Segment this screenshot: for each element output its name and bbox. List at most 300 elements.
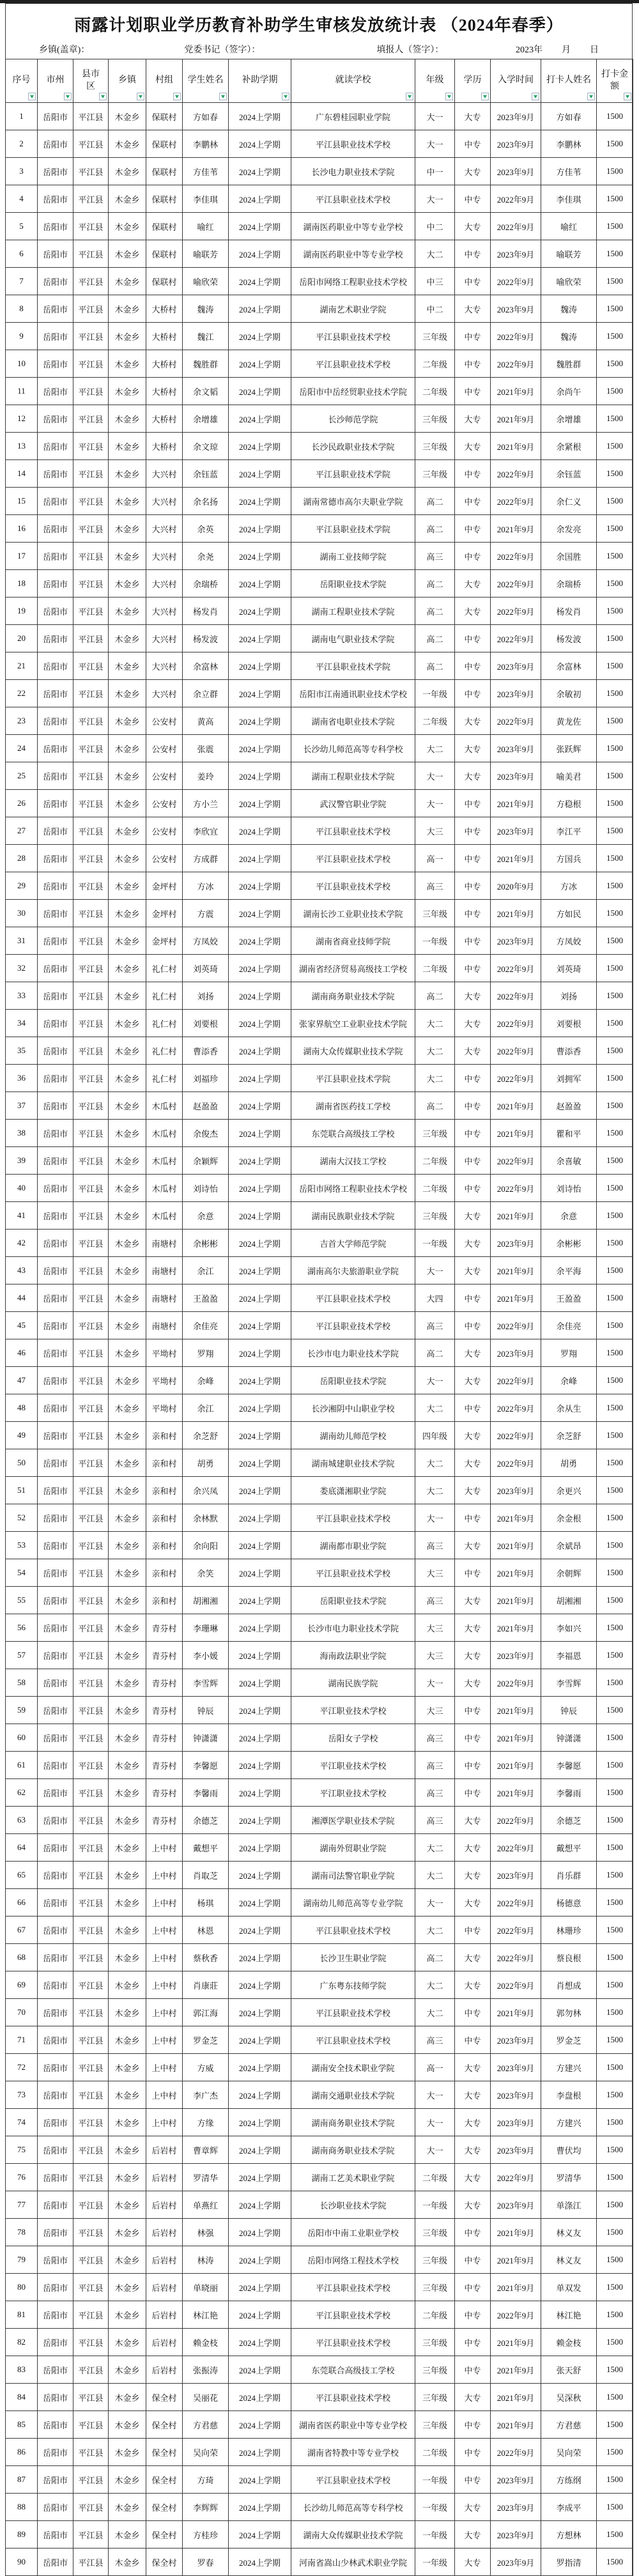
cell-township[interactable]: 木金乡 (109, 2081, 146, 2109)
cell-semester[interactable]: 2024上学期 (229, 817, 291, 845)
cell-education-level[interactable]: 中专 (455, 1504, 491, 1532)
cell-county[interactable]: 平江县 (73, 872, 109, 900)
cell-seq[interactable]: 87 (6, 2466, 38, 2494)
cell-semester[interactable]: 2024上学期 (229, 1834, 291, 1862)
cell-grade[interactable]: 高三 (415, 1752, 455, 1779)
cell-township[interactable]: 木金乡 (109, 1202, 146, 1230)
cell-grade[interactable]: 中二 (415, 295, 455, 323)
cell-county[interactable]: 平江县 (73, 103, 109, 130)
cell-semester[interactable]: 2024上学期 (229, 955, 291, 982)
cell-grade[interactable]: 大一 (415, 762, 455, 790)
cell-school[interactable]: 湖南外贸职业学院 (291, 1834, 415, 1862)
cell-village[interactable]: 上中村 (146, 2109, 183, 2136)
cell-seq[interactable]: 28 (6, 845, 38, 872)
cell-enroll-date[interactable]: 2022年9月 (491, 1422, 541, 1449)
cell-school[interactable]: 湖南民族职业技术学院 (291, 1202, 415, 1230)
cell-semester[interactable]: 2024上学期 (229, 1504, 291, 1532)
cell-education-level[interactable]: 中专 (455, 2026, 491, 2054)
cell-amount[interactable]: 1500 (597, 2356, 633, 2384)
cell-enroll-date[interactable]: 2023年9月 (491, 1339, 541, 1367)
cell-semester[interactable]: 2024上学期 (229, 1092, 291, 1120)
cell-education-level[interactable]: 大专 (455, 158, 491, 185)
cell-amount[interactable]: 1500 (597, 762, 633, 790)
cell-township[interactable]: 木金乡 (109, 103, 146, 130)
cell-city[interactable]: 岳阳市 (38, 2054, 73, 2081)
cell-student-name[interactable]: 方佳苇 (183, 158, 229, 185)
cell-township[interactable]: 木金乡 (109, 1834, 146, 1862)
cell-semester[interactable]: 2024上学期 (229, 2136, 291, 2164)
cell-school[interactable]: 湖南幼儿师范高等专业学院 (291, 1889, 415, 1917)
cell-school[interactable]: 平江县职业技术学校 (291, 1284, 415, 1312)
cell-village[interactable]: 公安村 (146, 790, 183, 817)
cell-enroll-date[interactable]: 2023年9月 (491, 130, 541, 158)
cell-county[interactable]: 平江县 (73, 1834, 109, 1862)
cell-township[interactable]: 木金乡 (109, 1449, 146, 1477)
cell-payer-name[interactable]: 余芝舒 (541, 1422, 597, 1449)
cell-school[interactable]: 娄底潇湘职业学院 (291, 1477, 415, 1504)
cell-payer-name[interactable]: 余佳亮 (541, 1312, 597, 1339)
cell-student-name[interactable]: 肖取芝 (183, 1862, 229, 1889)
cell-grade[interactable]: 高三 (415, 1312, 455, 1339)
cell-education-level[interactable]: 中专 (455, 2219, 491, 2246)
cell-enroll-date[interactable]: 2023年9月 (491, 158, 541, 185)
cell-semester[interactable]: 2024上学期 (229, 1779, 291, 1807)
cell-county[interactable]: 平江县 (73, 1971, 109, 1999)
cell-county[interactable]: 平江县 (73, 1147, 109, 1175)
cell-seq[interactable]: 30 (6, 900, 38, 927)
cell-seq[interactable]: 82 (6, 2329, 38, 2356)
cell-school[interactable]: 湖南大众传媒职业技术学院 (291, 1037, 415, 1065)
cell-semester[interactable]: 2024上学期 (229, 158, 291, 185)
cell-school[interactable]: 岳阳市中南工业职业学校 (291, 2219, 415, 2246)
cell-amount[interactable]: 1500 (597, 2274, 633, 2301)
cell-county[interactable]: 平江县 (73, 1367, 109, 1394)
cell-seq[interactable]: 78 (6, 2219, 38, 2246)
cell-student-name[interactable]: 方小兰 (183, 790, 229, 817)
cell-seq[interactable]: 85 (6, 2411, 38, 2439)
cell-school[interactable]: 湖南医药职业中等专业学校 (291, 213, 415, 240)
cell-grade[interactable]: 大一 (415, 1504, 455, 1532)
cell-city[interactable]: 岳阳市 (38, 1614, 73, 1642)
cell-amount[interactable]: 1500 (597, 543, 633, 570)
cell-payer-name[interactable]: 郭勿林 (541, 1999, 597, 2026)
cell-grade[interactable]: 中一 (415, 158, 455, 185)
cell-amount[interactable]: 1500 (597, 1724, 633, 1752)
cell-city[interactable]: 岳阳市 (38, 2521, 73, 2549)
cell-grade[interactable]: 大三 (415, 817, 455, 845)
cell-village[interactable]: 保联村 (146, 103, 183, 130)
cell-payer-name[interactable]: 李馨雨 (541, 1779, 597, 1807)
cell-education-level[interactable]: 中专 (455, 2411, 491, 2439)
cell-county[interactable]: 平江县 (73, 1999, 109, 2026)
cell-amount[interactable]: 1500 (597, 158, 633, 185)
cell-semester[interactable]: 2024上学期 (229, 762, 291, 790)
cell-seq[interactable]: 46 (6, 1339, 38, 1367)
cell-seq[interactable]: 24 (6, 735, 38, 762)
cell-county[interactable]: 平江县 (73, 213, 109, 240)
cell-grade[interactable]: 二年级 (415, 2164, 455, 2191)
cell-student-name[interactable]: 方冰 (183, 872, 229, 900)
cell-semester[interactable]: 2024上学期 (229, 268, 291, 295)
cell-county[interactable]: 平江县 (73, 1669, 109, 1697)
cell-amount[interactable]: 1500 (597, 570, 633, 598)
cell-school[interactable]: 平江县职业技术学院 (291, 1065, 415, 1092)
cell-payer-name[interactable]: 方如民 (541, 900, 597, 927)
cell-seq[interactable]: 73 (6, 2081, 38, 2109)
cell-grade[interactable]: 高二 (415, 625, 455, 652)
cell-school[interactable]: 湖南安全技术职业学院 (291, 2054, 415, 2081)
cell-amount[interactable]: 1500 (597, 2054, 633, 2081)
cell-township[interactable]: 木金乡 (109, 1230, 146, 1257)
cell-student-name[interactable]: 余佳亮 (183, 1312, 229, 1339)
cell-township[interactable]: 木金乡 (109, 158, 146, 185)
cell-county[interactable]: 平江县 (73, 982, 109, 1010)
cell-county[interactable]: 平江县 (73, 1697, 109, 1724)
cell-education-level[interactable]: 中专 (455, 652, 491, 680)
cell-village[interactable]: 大桥村 (146, 323, 183, 350)
cell-amount[interactable]: 1500 (597, 103, 633, 130)
cell-city[interactable]: 岳阳市 (38, 652, 73, 680)
cell-amount[interactable]: 1500 (597, 2521, 633, 2549)
cell-city[interactable]: 岳阳市 (38, 680, 73, 707)
cell-village[interactable]: 亲和村 (146, 1477, 183, 1504)
cell-grade[interactable]: 大二 (415, 1010, 455, 1037)
cell-grade[interactable]: 高三 (415, 872, 455, 900)
cell-school[interactable]: 湖南省医药职业中等专业学校 (291, 2411, 415, 2439)
cell-seq[interactable]: 69 (6, 1971, 38, 1999)
cell-seq[interactable]: 1 (6, 103, 38, 130)
cell-city[interactable]: 岳阳市 (38, 213, 73, 240)
cell-county[interactable]: 平江县 (73, 1010, 109, 1037)
cell-payer-name[interactable]: 余德芝 (541, 1807, 597, 1834)
cell-city[interactable]: 岳阳市 (38, 295, 73, 323)
cell-payer-name[interactable]: 余更兴 (541, 1477, 597, 1504)
cell-seq[interactable]: 3 (6, 158, 38, 185)
cell-township[interactable]: 木金乡 (109, 2384, 146, 2411)
cell-seq[interactable]: 25 (6, 762, 38, 790)
cell-semester[interactable]: 2024上学期 (229, 1202, 291, 1230)
cell-village[interactable]: 上中村 (146, 1917, 183, 1944)
cell-enroll-date[interactable]: 2023年9月 (491, 735, 541, 762)
cell-township[interactable]: 木金乡 (109, 323, 146, 350)
cell-seq[interactable]: 81 (6, 2301, 38, 2329)
cell-payer-name[interactable]: 吴向荣 (541, 2439, 597, 2466)
cell-township[interactable]: 木金乡 (109, 1587, 146, 1614)
cell-amount[interactable]: 1500 (597, 460, 633, 488)
cell-county[interactable]: 平江县 (73, 1477, 109, 1504)
cell-school[interactable]: 长沙民政职业技术学院 (291, 433, 415, 460)
cell-county[interactable]: 平江县 (73, 1917, 109, 1944)
cell-student-name[interactable]: 方威 (183, 2054, 229, 2081)
cell-amount[interactable]: 1500 (597, 1230, 633, 1257)
cell-seq[interactable]: 23 (6, 707, 38, 735)
cell-education-level[interactable]: 中专 (455, 625, 491, 652)
cell-grade[interactable]: 大四 (415, 1284, 455, 1312)
cell-education-level[interactable]: 中专 (455, 515, 491, 543)
cell-grade[interactable]: 高三 (415, 1587, 455, 1614)
cell-education-level[interactable]: 中专 (455, 2246, 491, 2274)
cell-city[interactable]: 岳阳市 (38, 240, 73, 268)
cell-education-level[interactable]: 中专 (455, 543, 491, 570)
cell-city[interactable]: 岳阳市 (38, 1120, 73, 1147)
cell-county[interactable]: 平江县 (73, 488, 109, 515)
cell-school[interactable]: 平江县职业技术学校 (291, 2301, 415, 2329)
cell-semester[interactable]: 2024上学期 (229, 845, 291, 872)
cell-student-name[interactable]: 赖金枝 (183, 2329, 229, 2356)
cell-school[interactable]: 平江职业技术学校 (291, 1752, 415, 1779)
cell-payer-name[interactable]: 李馨愿 (541, 1752, 597, 1779)
cell-township[interactable]: 木金乡 (109, 2054, 146, 2081)
cell-seq[interactable]: 76 (6, 2164, 38, 2191)
cell-township[interactable]: 木金乡 (109, 598, 146, 625)
cell-enroll-date[interactable]: 2022年9月 (491, 1175, 541, 1202)
cell-school[interactable]: 海南政法职业学院 (291, 1642, 415, 1669)
cell-school[interactable]: 湖南高尔夫旅游职业学院 (291, 1257, 415, 1284)
cell-payer-name[interactable]: 方建兴 (541, 2109, 597, 2136)
cell-grade[interactable]: 三年级 (415, 2356, 455, 2384)
cell-amount[interactable]: 1500 (597, 2109, 633, 2136)
cell-student-name[interactable]: 刘扬 (183, 982, 229, 1010)
cell-payer-name[interactable]: 李如兴 (541, 1614, 597, 1642)
cell-seq[interactable]: 34 (6, 1010, 38, 1037)
cell-city[interactable]: 岳阳市 (38, 598, 73, 625)
cell-student-name[interactable]: 李小媛 (183, 1642, 229, 1669)
cell-township[interactable]: 木金乡 (109, 1257, 146, 1284)
cell-student-name[interactable]: 余立群 (183, 680, 229, 707)
cell-student-name[interactable]: 余江 (183, 1257, 229, 1284)
cell-amount[interactable]: 1500 (597, 1422, 633, 1449)
cell-village[interactable]: 大桥村 (146, 350, 183, 378)
cell-township[interactable]: 木金乡 (109, 1944, 146, 1971)
cell-school[interactable]: 平江县职业技术学校 (291, 2274, 415, 2301)
cell-grade[interactable]: 大一 (415, 790, 455, 817)
cell-township[interactable]: 木金乡 (109, 1065, 146, 1092)
cell-school[interactable]: 湖南商务职业技术学院 (291, 982, 415, 1010)
cell-semester[interactable]: 2024上学期 (229, 1120, 291, 1147)
cell-city[interactable]: 岳阳市 (38, 2081, 73, 2109)
cell-grade[interactable]: 二年级 (415, 1147, 455, 1175)
cell-amount[interactable]: 1500 (597, 680, 633, 707)
cell-education-level[interactable]: 中专 (455, 130, 491, 158)
cell-grade[interactable]: 三年级 (415, 2246, 455, 2274)
cell-city[interactable]: 岳阳市 (38, 2439, 73, 2466)
cell-student-name[interactable]: 单晓丽 (183, 2274, 229, 2301)
filter-icon[interactable] (282, 93, 289, 100)
cell-county[interactable]: 平江县 (73, 1284, 109, 1312)
cell-village[interactable]: 上中村 (146, 1944, 183, 1971)
cell-enroll-date[interactable]: 2021年9月 (491, 1504, 541, 1532)
cell-payer-name[interactable]: 罗指清 (541, 2549, 597, 2576)
cell-amount[interactable]: 1500 (597, 598, 633, 625)
cell-student-name[interactable]: 曹添香 (183, 1037, 229, 1065)
cell-school[interactable]: 湖南艺术职业学院 (291, 295, 415, 323)
cell-township[interactable]: 木金乡 (109, 1917, 146, 1944)
cell-county[interactable]: 平江县 (73, 2274, 109, 2301)
cell-enroll-date[interactable]: 2022年9月 (491, 1944, 541, 1971)
cell-enroll-date[interactable]: 2021年9月 (491, 2329, 541, 2356)
cell-amount[interactable]: 1500 (597, 2026, 633, 2054)
cell-seq[interactable]: 77 (6, 2191, 38, 2219)
cell-township[interactable]: 木金乡 (109, 625, 146, 652)
cell-county[interactable]: 平江县 (73, 1779, 109, 1807)
cell-amount[interactable]: 1500 (597, 323, 633, 350)
cell-enroll-date[interactable]: 2022年9月 (491, 1971, 541, 1999)
cell-student-name[interactable]: 方凤姣 (183, 927, 229, 955)
cell-school[interactable]: 平江县职业技术学校 (291, 2026, 415, 2054)
cell-education-level[interactable]: 中专 (455, 460, 491, 488)
cell-city[interactable]: 岳阳市 (38, 2411, 73, 2439)
cell-grade[interactable]: 中三 (415, 268, 455, 295)
cell-school[interactable]: 平江县职业技术学院 (291, 515, 415, 543)
cell-grade[interactable]: 三年级 (415, 2411, 455, 2439)
cell-semester[interactable]: 2024上学期 (229, 652, 291, 680)
cell-seq[interactable]: 63 (6, 1807, 38, 1834)
cell-grade[interactable]: 大一 (415, 2136, 455, 2164)
cell-village[interactable]: 亲和村 (146, 1587, 183, 1614)
cell-grade[interactable]: 高三 (415, 2026, 455, 2054)
cell-student-name[interactable]: 姜玲 (183, 762, 229, 790)
cell-student-name[interactable]: 李广杰 (183, 2081, 229, 2109)
cell-county[interactable]: 平江县 (73, 1339, 109, 1367)
cell-village[interactable]: 上中村 (146, 2054, 183, 2081)
cell-seq[interactable]: 26 (6, 790, 38, 817)
cell-village[interactable]: 南塘村 (146, 1312, 183, 1339)
cell-amount[interactable]: 1500 (597, 1367, 633, 1394)
cell-seq[interactable]: 66 (6, 1889, 38, 1917)
cell-township[interactable]: 木金乡 (109, 2026, 146, 2054)
cell-city[interactable]: 岳阳市 (38, 1834, 73, 1862)
cell-grade[interactable]: 大二 (415, 1477, 455, 1504)
cell-city[interactable]: 岳阳市 (38, 1394, 73, 1422)
cell-payer-name[interactable]: 李雪辉 (541, 1669, 597, 1697)
cell-grade[interactable]: 大二 (415, 1971, 455, 1999)
cell-city[interactable]: 岳阳市 (38, 2246, 73, 2274)
cell-amount[interactable]: 1500 (597, 2549, 633, 2576)
cell-enroll-date[interactable]: 2022年9月 (491, 570, 541, 598)
cell-semester[interactable]: 2024上学期 (229, 570, 291, 598)
cell-semester[interactable]: 2024上学期 (229, 378, 291, 405)
cell-city[interactable]: 岳阳市 (38, 1971, 73, 1999)
cell-enroll-date[interactable]: 2022年9月 (491, 1807, 541, 1834)
cell-township[interactable]: 木金乡 (109, 1614, 146, 1642)
cell-township[interactable]: 木金乡 (109, 1642, 146, 1669)
cell-township[interactable]: 木金乡 (109, 185, 146, 213)
cell-city[interactable]: 岳阳市 (38, 350, 73, 378)
cell-education-level[interactable]: 大专 (455, 2521, 491, 2549)
cell-seq[interactable]: 65 (6, 1862, 38, 1889)
cell-education-level[interactable]: 大专 (455, 213, 491, 240)
cell-city[interactable]: 岳阳市 (38, 2136, 73, 2164)
cell-township[interactable]: 木金乡 (109, 378, 146, 405)
cell-school[interactable]: 长沙师范学院 (291, 405, 415, 433)
cell-enroll-date[interactable]: 2020年9月 (491, 872, 541, 900)
cell-county[interactable]: 平江县 (73, 707, 109, 735)
cell-village[interactable]: 南塘村 (146, 1284, 183, 1312)
cell-county[interactable]: 平江县 (73, 1230, 109, 1257)
cell-seq[interactable]: 50 (6, 1449, 38, 1477)
cell-city[interactable]: 岳阳市 (38, 1175, 73, 1202)
cell-township[interactable]: 木金乡 (109, 213, 146, 240)
cell-semester[interactable]: 2024上学期 (229, 2466, 291, 2494)
cell-student-name[interactable]: 蔡秋香 (183, 1944, 229, 1971)
cell-enroll-date[interactable]: 2023年9月 (491, 2136, 541, 2164)
cell-education-level[interactable]: 大专 (455, 405, 491, 433)
cell-education-level[interactable]: 中专 (455, 1175, 491, 1202)
cell-education-level[interactable]: 中专 (455, 2301, 491, 2329)
cell-education-level[interactable]: 中专 (455, 1917, 491, 1944)
cell-county[interactable]: 平江县 (73, 2411, 109, 2439)
cell-village[interactable]: 大兴村 (146, 570, 183, 598)
cell-township[interactable]: 木金乡 (109, 2329, 146, 2356)
cell-student-name[interactable]: 吴丽花 (183, 2384, 229, 2411)
cell-education-level[interactable]: 中专 (455, 1284, 491, 1312)
cell-education-level[interactable]: 中专 (455, 1394, 491, 1422)
cell-payer-name[interactable]: 方国兵 (541, 845, 597, 872)
cell-school[interactable]: 湖南司法警官职业学院 (291, 1862, 415, 1889)
cell-township[interactable]: 木金乡 (109, 1175, 146, 1202)
cell-payer-name[interactable]: 罗清华 (541, 2164, 597, 2191)
cell-payer-name[interactable]: 喻欣荣 (541, 268, 597, 295)
cell-education-level[interactable]: 中专 (455, 2439, 491, 2466)
cell-payer-name[interactable]: 胡湘湘 (541, 1587, 597, 1614)
cell-seq[interactable]: 6 (6, 240, 38, 268)
cell-city[interactable]: 岳阳市 (38, 1065, 73, 1092)
cell-enroll-date[interactable]: 2022年9月 (491, 488, 541, 515)
cell-township[interactable]: 木金乡 (109, 1862, 146, 1889)
cell-seq[interactable]: 70 (6, 1999, 38, 2026)
cell-city[interactable]: 岳阳市 (38, 1889, 73, 1917)
cell-student-name[interactable]: 余向阳 (183, 1532, 229, 1559)
cell-amount[interactable]: 1500 (597, 1779, 633, 1807)
cell-township[interactable]: 木金乡 (109, 2246, 146, 2274)
cell-student-name[interactable]: 余江 (183, 1394, 229, 1422)
cell-grade[interactable]: 高二 (415, 982, 455, 1010)
cell-school[interactable]: 广东碧桂园职业学院 (291, 103, 415, 130)
cell-amount[interactable]: 1500 (597, 1394, 633, 1422)
cell-student-name[interactable]: 喻联芳 (183, 240, 229, 268)
cell-seq[interactable]: 53 (6, 1532, 38, 1559)
cell-enroll-date[interactable]: 2021年9月 (491, 1284, 541, 1312)
cell-payer-name[interactable]: 戴想平 (541, 1834, 597, 1862)
cell-semester[interactable]: 2024上学期 (229, 1559, 291, 1587)
cell-township[interactable]: 木金乡 (109, 1284, 146, 1312)
cell-city[interactable]: 岳阳市 (38, 1669, 73, 1697)
cell-township[interactable]: 木金乡 (109, 2549, 146, 2576)
cell-amount[interactable]: 1500 (597, 845, 633, 872)
cell-amount[interactable]: 1500 (597, 1999, 633, 2026)
cell-township[interactable]: 木金乡 (109, 872, 146, 900)
cell-seq[interactable]: 10 (6, 350, 38, 378)
cell-village[interactable]: 后岩村 (146, 2219, 183, 2246)
cell-county[interactable]: 平江县 (73, 955, 109, 982)
cell-amount[interactable]: 1500 (597, 955, 633, 982)
cell-semester[interactable]: 2024上学期 (229, 1697, 291, 1724)
cell-enroll-date[interactable]: 2023年9月 (491, 2081, 541, 2109)
cell-township[interactable]: 木金乡 (109, 2109, 146, 2136)
cell-enroll-date[interactable]: 2021年9月 (491, 405, 541, 433)
cell-student-name[interactable]: 林涛 (183, 2246, 229, 2274)
cell-enroll-date[interactable]: 2021年9月 (491, 790, 541, 817)
cell-semester[interactable]: 2024上学期 (229, 1230, 291, 1257)
cell-semester[interactable]: 2024上学期 (229, 323, 291, 350)
cell-school[interactable]: 湖南大汉技工学校 (291, 1147, 415, 1175)
cell-enroll-date[interactable]: 2022年9月 (491, 2164, 541, 2191)
cell-city[interactable]: 岳阳市 (38, 707, 73, 735)
cell-village[interactable]: 大桥村 (146, 405, 183, 433)
cell-payer-name[interactable]: 赵盈盈 (541, 1092, 597, 1120)
cell-township[interactable]: 木金乡 (109, 405, 146, 433)
cell-county[interactable]: 平江县 (73, 762, 109, 790)
